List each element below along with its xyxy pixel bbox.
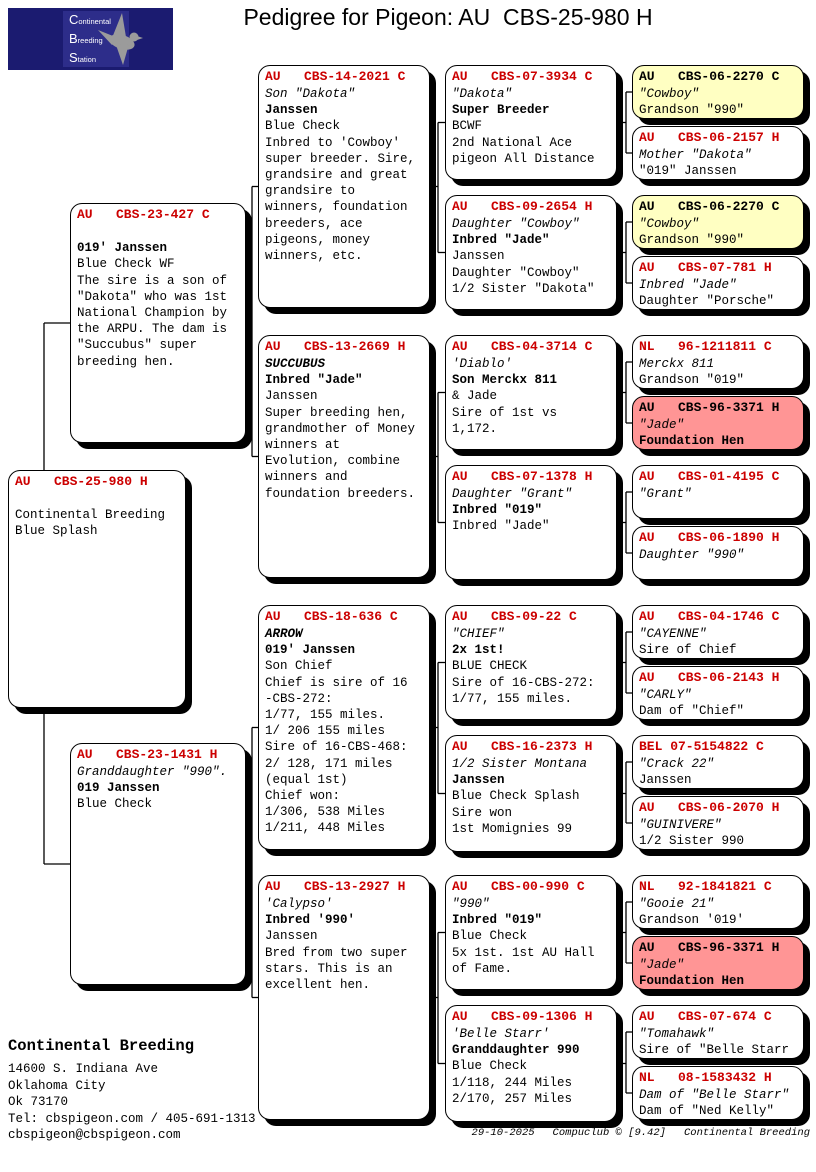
pedigree-box-ggg7: [632, 465, 804, 519]
band-number: AU CBS-06-2270 C: [639, 199, 780, 214]
pedigree-line: 'Belle Starr': [452, 1027, 550, 1041]
band-number: AU CBS-09-22 C: [452, 609, 577, 624]
band-number: AU CBS-01-4195 C: [639, 469, 780, 484]
pedigree-line: "Cowboy": [639, 217, 700, 231]
pedigree-box-g2: [258, 335, 430, 578]
pedigree-line: Daughter "Porsche": [639, 294, 775, 309]
pedigree-line: Inbred "Jade": [265, 373, 363, 388]
pedigree-line: Inbred "Jade": [452, 233, 550, 248]
pedigree-box-subject: [8, 470, 186, 708]
pedigree-line: Grandson '019': [639, 913, 745, 928]
pedigree-line: Blue Check: [452, 1059, 528, 1074]
email-line: cbspigeon@cbspigeon.com: [8, 1128, 181, 1142]
pedigree-box-dam: [70, 743, 246, 985]
footer-breeder: Continental Breeding: [683, 1127, 810, 1139]
pedigree-line: Grandson "990": [639, 233, 745, 248]
pedigree-line: foundation breeders.: [265, 486, 416, 501]
band-number: AU CBS-07-3934 C: [452, 69, 593, 84]
pedigree-box-sire: [70, 203, 246, 443]
breeder-name: Continental Breeding: [8, 1037, 195, 1055]
pedigree-box-ggg2: [632, 126, 804, 180]
pedigree-line: "990": [452, 897, 490, 911]
pedigree-line: BLUE CHECK: [452, 659, 528, 674]
pedigree-line: "Jade": [639, 958, 685, 972]
band-number: AU CBS-07-1378 H: [452, 469, 593, 484]
pedigree-line: winners and: [265, 470, 348, 485]
pedigree-line: The sire is a son of: [77, 273, 228, 288]
pedigree-line: Janssen: [639, 773, 692, 788]
pedigree-line: Blue Check Splash: [452, 789, 580, 804]
band-number: AU CBS-09-1306 H: [452, 1009, 593, 1024]
band-number: AU CBS-09-2654 H: [452, 199, 593, 214]
logo-line: Station: [69, 50, 97, 65]
pedigree-line: [15, 491, 181, 507]
pedigree-box-gg7: [445, 875, 617, 990]
pedigree-line: Blue Check WF: [77, 257, 175, 272]
pedigree-line: Daughter "Cowboy": [452, 217, 580, 231]
pedigree-line: Sire of 16-CBS-468:: [265, 740, 408, 755]
pedigree-line: Super breeding hen,: [265, 405, 408, 420]
page-title: Pedigree for Pigeon: AU CBS-25-980 H: [243, 4, 653, 30]
pedigree-line: 019' Janssen: [77, 241, 168, 256]
pedigree-line: Son "Dakota": [265, 87, 356, 101]
pedigree-line: Sire of 1st vs: [452, 405, 558, 420]
pedigree-line: stars. This is an: [265, 961, 393, 976]
pedigree-line: Son Merckx 811: [452, 373, 558, 388]
pedigree-line: Daughter "Cowboy": [452, 265, 580, 280]
pedigree-box-ggg9: [632, 605, 804, 659]
band-number: NL 92-1841821 C: [639, 879, 772, 894]
pedigree-box-gg2: [445, 195, 617, 310]
band-number: AU CBS-13-2669 H: [265, 339, 406, 354]
pedigree-box-ggg15: [632, 1005, 804, 1059]
pedigree-line: Inbred "019": [452, 503, 543, 518]
pedigree-line: 'Calypso': [265, 897, 333, 911]
pedigree-line: Inbred "Jade": [639, 278, 737, 292]
pedigree-line: Blue Check: [265, 119, 341, 134]
pedigree-line: Blue Splash: [15, 524, 98, 539]
pedigree-line: Continental Breeding: [15, 508, 166, 523]
pedigree-line: ARROW: [265, 627, 303, 641]
band-number: AU CBS-06-2070 H: [639, 800, 780, 815]
contact-block: [8, 1036, 256, 1144]
band-number: AU CBS-06-1890 H: [639, 530, 780, 545]
pedigree-line: Daughter "990": [639, 548, 745, 562]
pedigree-line: Son Chief: [265, 659, 333, 674]
logo-line: Continental: [69, 12, 111, 27]
pedigree-box-gg1: [445, 65, 617, 180]
band-number: AU CBS-00-990 C: [452, 879, 585, 894]
pedigree-line: Janssen: [265, 103, 318, 118]
pedigree-box-ggg16: [632, 1066, 804, 1120]
band-number: AU CBS-13-2927 H: [265, 879, 406, 894]
footer-date: 29-10-2025: [471, 1127, 535, 1139]
band-number: AU CBS-07-781 H: [639, 260, 772, 275]
pedigree-line: "CHIEF": [452, 627, 505, 641]
pedigree-line: BCWF: [452, 119, 483, 134]
pedigree-line: "Dakota" who was 1st: [77, 289, 228, 304]
pedigree-box-ggg13: [632, 875, 804, 929]
pedigree-line: "Jade": [639, 418, 685, 432]
pedigree-line: Granddaughter 990: [452, 1043, 580, 1058]
band-number: AU CBS-04-3714 C: [452, 339, 593, 354]
pedigree-line: 1/118, 244 Miles: [452, 1075, 573, 1090]
pedigree-box-gg5: [445, 605, 617, 720]
pedigree-line: super breeder. Sire,: [265, 151, 416, 166]
pedigree-line: winners at: [265, 438, 341, 453]
pedigree-line: Bred from two super: [265, 945, 408, 960]
pedigree-line: National Champion by: [77, 306, 228, 320]
pedigree-line: Sire of Chief: [639, 643, 737, 658]
pedigree-line: 1,172.: [452, 421, 498, 436]
band-number: AU CBS-96-3371 H: [639, 940, 780, 955]
pedigree-line: grandsire and great: [265, 168, 408, 183]
pedigree-line: Mother "Dakota": [639, 148, 752, 162]
phone-line: Tel: cbspigeon.com / 405-691-1313: [8, 1111, 256, 1126]
pedigree-line: 019' Janssen: [265, 643, 356, 658]
pedigree-line: 2x 1st!: [452, 643, 505, 658]
pedigree-line: Janssen: [265, 929, 318, 944]
band-number: AU CBS-06-2270 C: [639, 69, 780, 84]
pedigree-line: Foundation Hen: [639, 974, 745, 989]
pedigree-line: Dam of "Belle Starr": [639, 1088, 790, 1102]
pedigree-line: Chief is sire of 16: [265, 675, 408, 690]
pedigree-line: Janssen: [265, 389, 318, 404]
pedigree-line: 1st Momignies 99: [452, 821, 573, 836]
pedigree-line: Evolution, combine: [265, 454, 401, 469]
pedigree-line: "Dakota": [452, 87, 513, 101]
pedigree-line: 1/2 Sister 990: [639, 834, 745, 849]
band-number: AU CBS-06-2157 H: [639, 130, 780, 145]
pedigree-line: 5x 1st. 1st AU Hall: [452, 945, 595, 960]
pedigree-line: excellent hen.: [265, 978, 371, 993]
pedigree-line: 1/211, 448 Miles: [265, 821, 386, 836]
band-number: AU CBS-25-980 H: [15, 474, 148, 489]
pedigree-box-ggg4: [632, 256, 804, 310]
pedigree-line: [77, 224, 241, 240]
pedigree-line: 1/77, 155 miles.: [265, 708, 386, 723]
pedigree-line: 1/77, 155 miles.: [452, 691, 573, 706]
pedigree-line: SUCCUBUS: [265, 357, 326, 371]
pedigree-line: Inbred to 'Cowboy': [265, 135, 401, 150]
pedigree-box-g1: [258, 65, 430, 308]
pedigree-line: Janssen: [452, 249, 505, 264]
pedigree-line: Grandson "019": [639, 373, 745, 388]
pedigree-box-ggg6: [632, 396, 804, 450]
pedigree-box-gg3: [445, 335, 617, 450]
pedigree-box-ggg5: [632, 335, 804, 389]
pedigree-line: Janssen: [452, 773, 505, 788]
pedigree-line: Super Breeder: [452, 103, 550, 118]
pedigree-line: pigeon All Distance: [452, 151, 595, 166]
logo-initial: C: [69, 12, 79, 27]
pedigree-box-gg8: [445, 1005, 617, 1122]
pedigree-line: Sire won: [452, 805, 513, 820]
band-number: AU CBS-18-636 C: [265, 609, 398, 624]
pedigree-box-g3: [258, 605, 430, 850]
pedigree-line: Sire of 16-CBS-272:: [452, 675, 595, 690]
pedigree-line: Inbred "019": [452, 913, 543, 928]
pedigree-line: Chief won:: [265, 789, 341, 804]
pedigree-line: 2/ 128, 171 miles: [265, 756, 393, 771]
pedigree-line: 2nd National Ace: [452, 135, 573, 150]
band-number: AU CBS-23-1431 H: [77, 747, 218, 762]
band-number: NL 96-1211811 C: [639, 339, 772, 354]
pedigree-line: Foundation Hen: [639, 434, 745, 449]
pedigree-box-ggg3: [632, 195, 804, 249]
pedigree-line: 1/306, 538 Miles: [265, 805, 386, 820]
pedigree-line: Dam of "Ned Kelly": [639, 1104, 775, 1119]
pedigree-box-ggg10: [632, 666, 804, 720]
logo-text: [69, 11, 111, 68]
pedigree-line: "Succubus" super: [77, 338, 198, 353]
pedigree-line: breeding hen.: [77, 354, 175, 369]
logo-line: Breeding: [69, 31, 103, 46]
pedigree-line: "CAYENNE": [639, 627, 707, 641]
pedigree-line: 'Diablo': [452, 357, 513, 371]
pedigree-line: winners, foundation: [265, 200, 408, 215]
pedigree-line: 2/170, 257 Miles: [452, 1091, 573, 1106]
logo-initial: S: [69, 50, 78, 65]
pedigree-box-gg4: [445, 465, 617, 580]
pedigree-line: Blue Check: [452, 929, 528, 944]
pedigree-line: (equal 1st): [265, 772, 348, 787]
pedigree-box-ggg14: [632, 936, 804, 990]
pedigree-line: 1/ 206 155 miles: [265, 724, 386, 739]
pedigree-line: 019 Janssen: [77, 781, 160, 796]
pedigree-box-g4: [258, 875, 430, 1120]
pedigree-line: "CARLY": [639, 688, 692, 702]
band-number: AU CBS-23-427 C: [77, 207, 210, 222]
pedigree-box-ggg11: [632, 735, 804, 789]
band-number: AU CBS-04-1746 C: [639, 609, 780, 624]
pedigree-line: pigeons, money: [265, 232, 371, 247]
pedigree-line: Daughter "Grant": [452, 487, 573, 501]
pedigree-line: Blue Check: [77, 797, 153, 812]
band-number: AU CBS-07-674 C: [639, 1009, 772, 1024]
pedigree-line: "Gooie 21": [639, 897, 715, 911]
pedigree-line: Merckx 811: [639, 357, 715, 371]
pedigree-box-ggg8: [632, 526, 804, 580]
pedigree-line: winners, etc.: [265, 249, 363, 264]
pedigree-line: Dam of "Chief": [639, 704, 745, 719]
pedigree-line: "GUINIVERE": [639, 818, 722, 832]
band-number: AU CBS-96-3371 H: [639, 400, 780, 415]
pedigree-line: Granddaughter "990".: [77, 765, 228, 779]
address-line-1: 14600 S. Indiana Ave: [8, 1062, 159, 1076]
pedigree-line: "Crack 22": [639, 757, 715, 771]
pedigree-line: the ARPU. The dam is: [77, 322, 228, 337]
pedigree-line: of Fame.: [452, 961, 513, 976]
band-number: BEL 07-5154822 C: [639, 739, 764, 754]
logo-initial: B: [69, 31, 78, 46]
pedigree-line: "Tomahawk": [639, 1027, 715, 1041]
pedigree-box-ggg12: [632, 796, 804, 850]
band-number: AU CBS-16-2373 H: [452, 739, 593, 754]
pedigree-line: "Cowboy": [639, 87, 700, 101]
pedigree-line: "019" Janssen: [639, 164, 737, 179]
band-number: AU CBS-14-2021 C: [265, 69, 406, 84]
pedigree-line: Sire of "Belle Starr: [639, 1043, 790, 1058]
band-number: NL 08-1583432 H: [639, 1070, 772, 1085]
pedigree-line: & Jade: [452, 389, 498, 404]
address-line-3: Ok 73170: [8, 1095, 69, 1109]
pedigree-line: grandmother of Money: [265, 421, 416, 436]
pedigree-box-ggg1: [632, 65, 804, 119]
footer-software: Compuclub © [9.42]: [552, 1127, 666, 1139]
band-number: AU CBS-06-2143 H: [639, 670, 780, 685]
pedigree-box-gg6: [445, 735, 617, 852]
pedigree-line: grandsire to: [265, 184, 356, 199]
pedigree-line: Inbred "Jade": [452, 519, 550, 534]
pedigree-line: Grandson "990": [639, 103, 745, 118]
address-line-2: Oklahoma City: [8, 1078, 106, 1093]
pedigree-line: Inbred '990': [265, 913, 356, 928]
report-footer: [472, 1127, 810, 1139]
pedigree-line: -CBS-272:: [265, 691, 333, 706]
pedigree-line: 1/2 Sister Montana: [452, 757, 588, 771]
pedigree-line: breeders, ace: [265, 216, 363, 231]
pedigree-line: "Grant": [639, 487, 692, 501]
pedigree-line: 1/2 Sister "Dakota": [452, 281, 595, 296]
breeding-station-logo: [8, 8, 173, 70]
